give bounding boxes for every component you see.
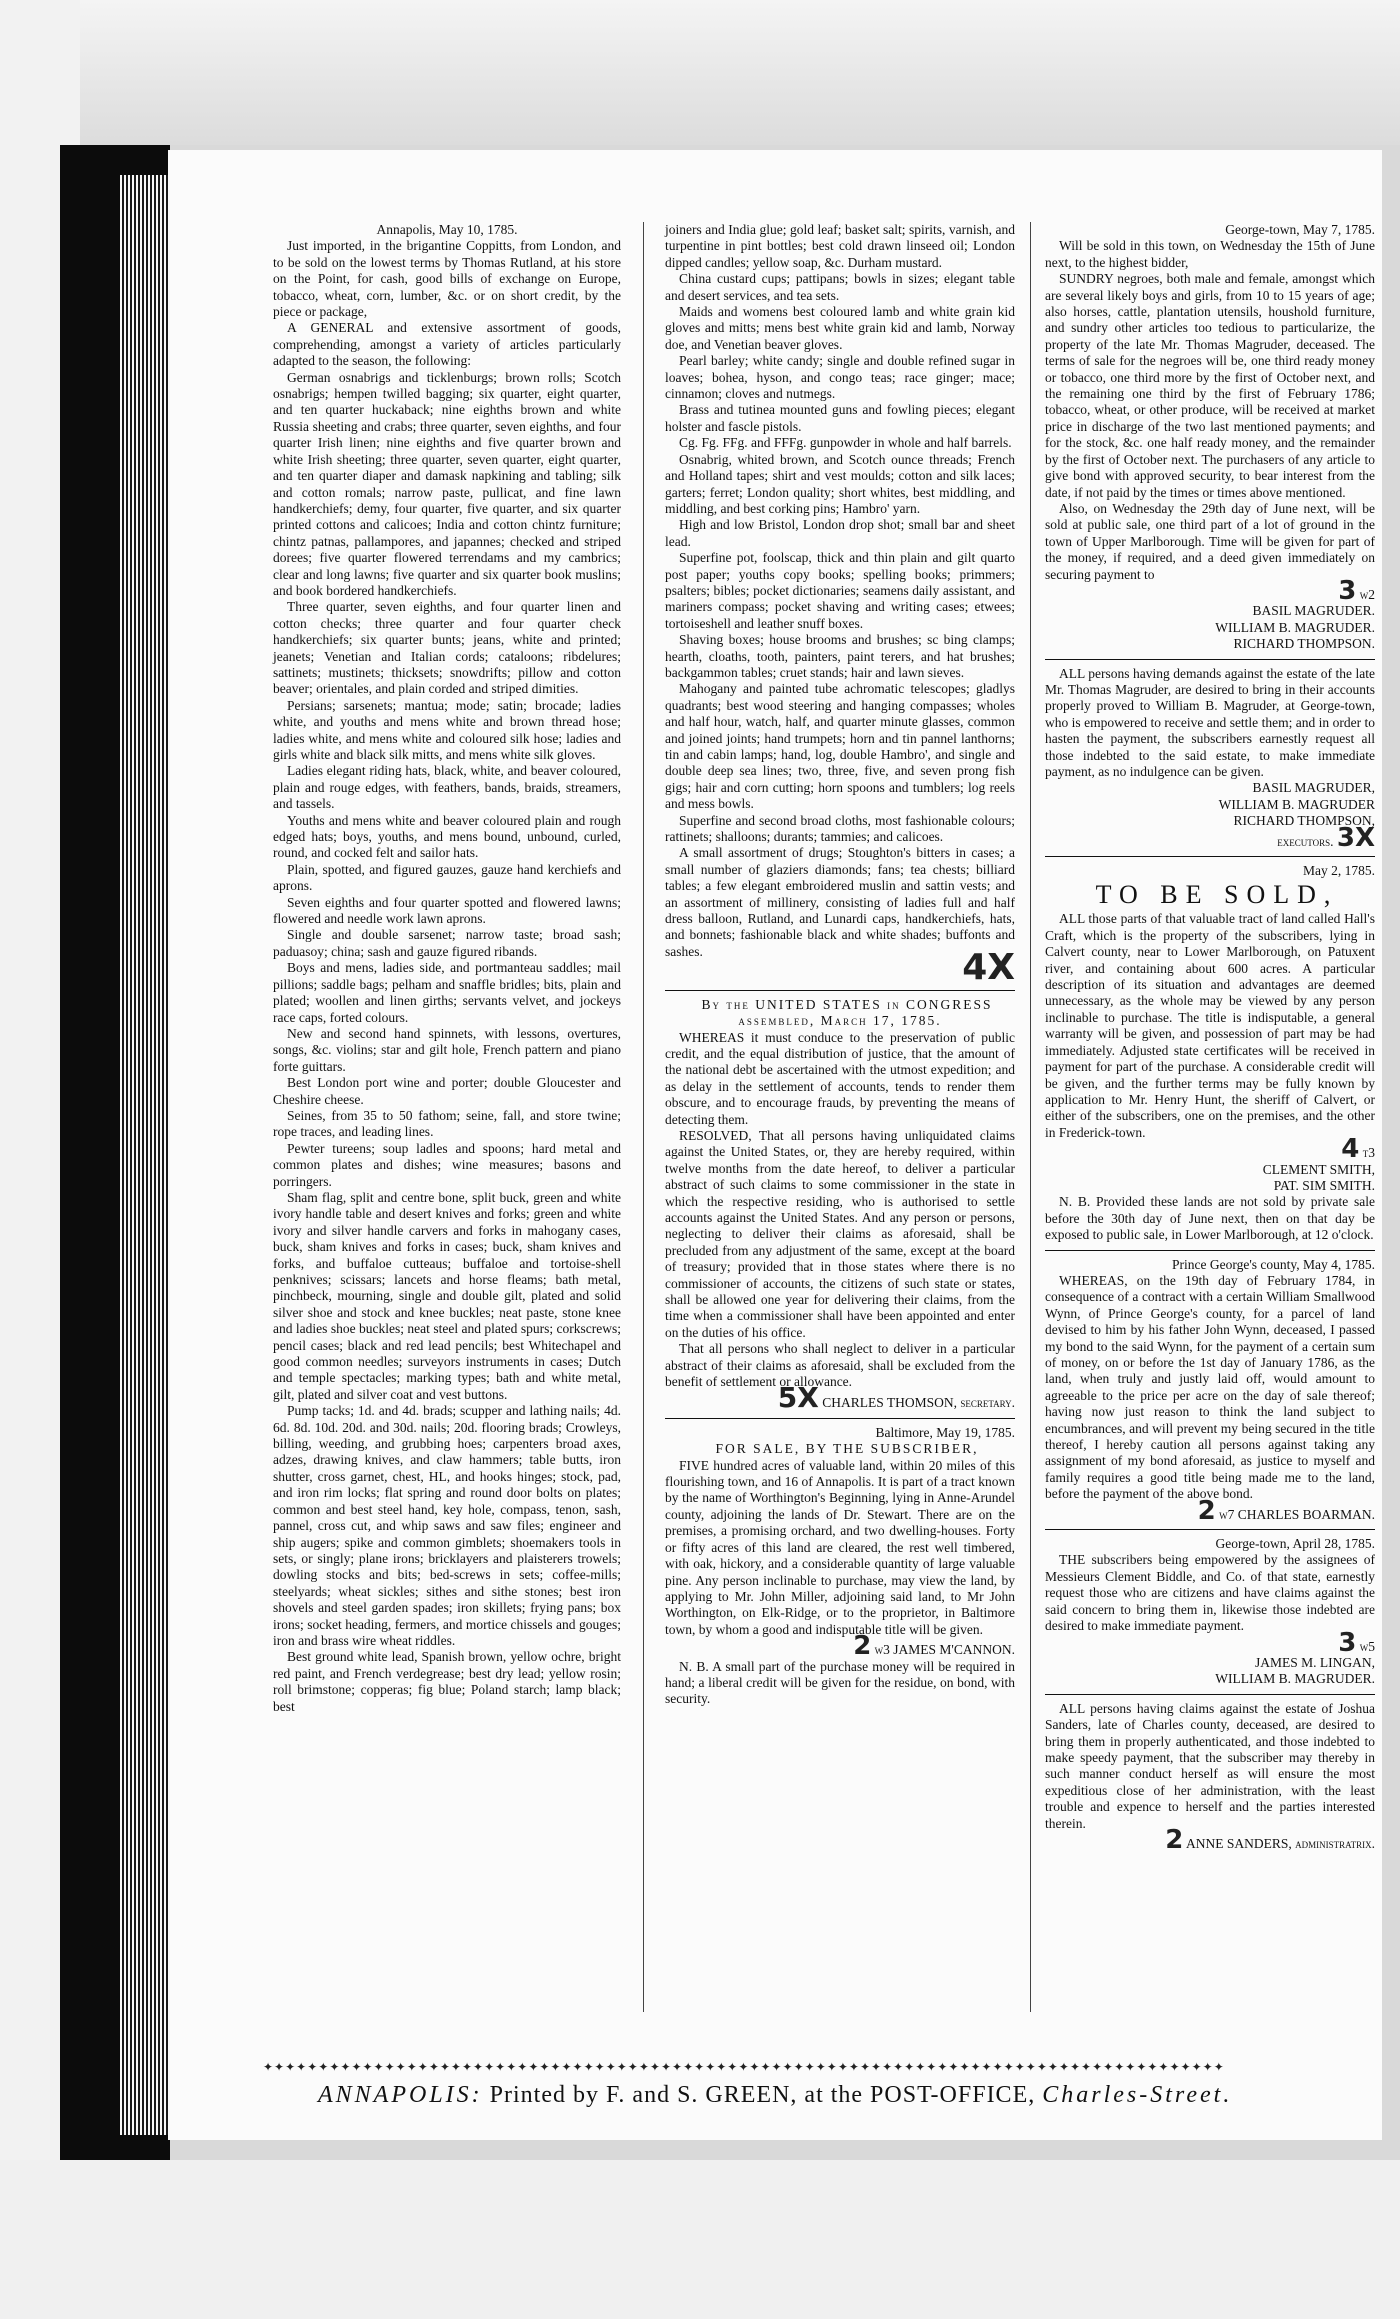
- handwritten-mark: 2: [1165, 1824, 1184, 1855]
- handwritten-mark: 3: [1338, 575, 1357, 606]
- goods-paragraph: joiners and India glue; gold leaf; basket salt; spirits, varnish, and turpentine in pint bottles; best cold drawn linseed oil; London dipped candles; yellow soap, &c. Durham mustard.: [665, 222, 1015, 270]
- dateline: Baltimore, May 19, 1785.: [875, 1424, 1015, 1440]
- signature: RICHARD THOMPSON.: [1233, 636, 1375, 652]
- goods-paragraph: Persians; sarsenets; mantua; mode; satin; brocade; ladies white, and youths and mens white and brown thread hose; ladies white, and mens white and coloured silk hose; ladies and girls white and black silk mitts, and mens white silk gloves.: [273, 697, 621, 762]
- signature-row: [1045, 822, 1375, 853]
- divider: [665, 1418, 1015, 1419]
- goods-paragraph: Boys and mens, ladies side, and portmanteau saddles; mail pillions; saddle bags; pelham and snaffle bridles; bits, plain and plated; woollen and linen girths; servants velvet, and jockeys race caps, forted colours.: [273, 960, 621, 1025]
- goods-paragraph: Superfine pot, foolscap, thick and thin plain and gilt quarto post paper; youths copy books; spelling books; primmers; psalters; bibles; pocket dictionaries; seamens daily assistant, and mariners compass; pocket shaving and writing cases; etwees; tortoiseshell and leather snuff boxes.: [665, 550, 1015, 631]
- handwritten-mark: 3X: [1336, 822, 1375, 853]
- signature-row: [1045, 575, 1375, 606]
- dateline: Annapolis, May 10, 1785.: [376, 222, 518, 237]
- imprint-printer: Printed by F. and S. GREEN, at the POST-OFFICE,: [489, 2082, 1036, 2108]
- goods-paragraph: China custard cups; pattipans; bowls in sizes; elegant table and desert services, and tea sets.: [665, 271, 1015, 303]
- goods-paragraph: Seines, from 35 to 50 fathom; seine, fall, and store twine; rope traces, and leading lines.: [273, 1107, 621, 1140]
- signature: BASIL MAGRUDER.: [1252, 603, 1375, 619]
- note-paragraph: N. B. Provided these lands are not sold by private sale before the 30th day of June next, then on that day be exposed to public sale, in Lower Marlborough, at 12 o'clock.: [1045, 1194, 1375, 1243]
- column-3: [1045, 222, 1375, 1855]
- signature-row: [1045, 1824, 1375, 1855]
- signature: WILLIAM B. MAGRUDER: [1218, 796, 1375, 812]
- handwritten-mark: 4: [1341, 1134, 1360, 1165]
- signature-row: [665, 1631, 1015, 1662]
- goods-paragraph: Cg. Fg. FFg. and FFFg. gunpowder in whole and half barrels.: [679, 435, 1012, 451]
- ornamental-border: ✦✦✦✦✦✦✦✦✦✦✦✦✦✦✦✦✦✦✦✦✦✦✦✦✦✦✦✦✦✦✦✦✦✦✦✦✦✦✦✦✦✦✦✦✦✦✦✦✦✦✦✦✦✦✦✦✦✦✦✦✦✦✦✦✦✦✦✦✦✦✦✦✦✦✦✦✦✦✦✦✦✦✦✦✦✦✦: [263, 2060, 1225, 2074]
- goods-paragraph: Best London port wine and porter; double Gloucester and Cheshire cheese.: [273, 1075, 621, 1107]
- goods-paragraph: Osnabrig, whited brown, and Scotch ounce threads; French and Holland tapes; shirt and vest moulds; cotton and silk laces; garters; ferret; London quality; short whites, best middling, and middling, and best corking pins; Hambro' yarn.: [665, 451, 1015, 516]
- goods-paragraph: New and second hand spinnets, with lessons, overtures, songs, &c. violins; star and gilt hole, French pattern and piano forte guittars.: [273, 1025, 621, 1074]
- sale-paragraph: Also, on Wednesday the 29th day of June next, will be sold at public sale, one third part of a lot of ground in the town of Upper Marlborough. Time will be given for part of the money, if required, and a deed given immediately on securing payment to: [1045, 500, 1375, 582]
- newspaper-page: [168, 150, 1382, 2140]
- notice-paragraph: WHEREAS, on the 19th day of February 1784, in consequence of a contract with a certain William Smallwood Wynn, of Prince George's county, for a parcel of land devised to him by his father John Wynn, deceased, I passed my bond to the said Wynn, for the payment of a certain sum of money, on or before the 1st day of January 1786, as the land, when truly and justly laid off, would amount to agreeable to the price per acre on the day of sale thereof; having now just reason to think the land subject to encumbrances, and will prevent my being secured in the title thereof, I hereby caution all persons against taking any assignment of my bond aforesaid, as justice to myself and family requires a good title being made me to the land, before the payment of the above bond.: [1045, 1272, 1375, 1502]
- column-2: [665, 222, 1015, 1708]
- divider: [1045, 1694, 1375, 1695]
- goods-paragraph: Mahogany and painted tube achromatic telescopes; gladlys quadrants; best wood steering and hanging compasses; wholes and half hour, watch, half, and quarter minute glasses, common and joined joints; hand trumpets; horn and tin pannel lanthorns; tin and cabin lamps; hand, log, double Hambro', and single and double deep sea lines; two, three, five, and seven prong fish gigs; hair and corn cutting; horn spoons and tumblers; log reels and mess bowls.: [665, 681, 1015, 812]
- goods-paragraph: Shaving boxes; house brooms and brushes; sc bing clamps; hearth, cloaths, tooth, painters, paint terers, and hat brushes; backgammon tables; cruet stands; hair and lawn sieves.: [665, 632, 1015, 680]
- page-edges: [120, 175, 170, 2135]
- signature-row: [1045, 1627, 1375, 1658]
- goods-paragraph: Brass and tutinea mounted guns and fowling pieces; elegant holster and fascle pistols.: [665, 402, 1015, 434]
- signature: CHARLES BOARMAN.: [1237, 1506, 1375, 1522]
- imprint-street: Charles-Street.: [1042, 2082, 1233, 2108]
- signature-row: [1045, 1134, 1375, 1165]
- signature: PAT. SIM SMITH.: [1273, 1177, 1375, 1193]
- sale-heading: TO BE SOLD,: [1095, 880, 1339, 910]
- notice-paragraph: THE subscribers being empowered by the assignees of Messieurs Clement Biddle, and Co. of that state, earnestly request those who are citizens and have claims against the said concern to bring them in, likewise those indebted are desired to make immediate payment.: [1045, 1552, 1375, 1634]
- handwritten-mark: 2: [853, 1631, 872, 1662]
- divider: [1045, 1250, 1375, 1251]
- goods-paragraph: Superfine and second broad cloths, most fashionable colours; rattinets; shalloons; durants; tammies; and calicoes.: [665, 812, 1015, 845]
- goods-paragraph: Three quarter, seven eighths, and four quarter linen and cotton checks; three quarter and four quarter check handkerchiefs; six quarter bunts; jeans, white and printed; jeanets; Venetian and Italian cords; cataloons; ribdelures; sattinets; mustinets; thicksets; snowdrifts; pillow and cotton beaver; orientales, and plain corded and striped dimities.: [273, 599, 621, 697]
- signature: BASIL MAGRUDER,: [1252, 780, 1375, 796]
- scan-background-top: [0, 0, 1400, 145]
- sale-paragraph: ALL those parts of that valuable tract of land called Hall's Craft, which is the property of the subscribers, lying in Calvert county, near to Lower Marlborough, on Patuxent river, and containing about 600 acres. A particular description of its situation and advantages are deemed unnecessary, as the whole may be viewed by any person inclinable to purchase. The title is indisputable, a general warranty will be given, and possession of part may be had immediately. Adjusted state certificates will be received in payment for part of the purchase. A considerable credit will be given, and the further terms may be fully known by application to Mr. Henry Hunt, the sheriff of Calvert, or either of the subscribers, one on the premises, and the other in Frederick-town.: [1045, 911, 1375, 1140]
- goods-paragraph: Sham flag, split and centre bone, split buck, green and white ivory handle table and desert knives and forks; green and white ivory and silver handle carvers and forks in mahogany cases, buck, sham knives and forks in cases; buck, sham knives and forks, and buffaloe cutteaus; buffaloe and tortoise-shell penknives; scissars; lancets and horse fleams; bath metal, pinchbeck, mourning, single and double gilt, plated and solid silver shoe and stock and knee buckles; neat paste, stone knee and ladies shoe buckles; neat steel and plated spurs; corkscrews; pencil cases; black and red lead pencils; best Whitechapel and good common needles; surveyors instruments in cases; Dutch and temple spectacles; marking types; bath and white metal, gilt, plated and silver coat and vest buttons.: [273, 1189, 621, 1402]
- congress-paragraph: WHEREAS it must conduce to the preservation of public credit, and the equal distribution of justice, that the amount of the national debt be ascertained with the utmost expedition; and as delay in the settlement of accounts, tends to render them obscure, and to encourage frauds, by preventing the means of detecting them.: [665, 1029, 1015, 1127]
- goods-paragraph: Ladies elegant riding hats, black, white, and beaver coloured, plain and rouge edges, with feathers, bands, braids, streamers, and tassels.: [273, 763, 621, 812]
- note-paragraph: N. B. A small part of the purchase money will be required in hand; a liberal credit will be given for the residue, on bond, with security.: [665, 1658, 1015, 1707]
- dateline: George-town, May 7, 1785.: [1225, 222, 1375, 237]
- signature-row: [665, 1381, 1015, 1415]
- column-1: [273, 222, 621, 1715]
- signature: CHARLES THOMSON, secretary.: [822, 1395, 1015, 1411]
- goods-paragraph: German osnabrigs and ticklenburgs; brown rolls; Scotch osnabrigs; hempen twilled bagging; six quarter, eight quarter, and ten quarter huckaback; nine eighths brown and white Russia sheeting and crabs; three quarter, seven eighths, and four quarter Irish linen; nine eighths and five quarter brown and white Irish sheeting; three quarter, seven quarter, eight quarter, and ten quarter diaper and damask napkining and tabling; silk and cotton romals; narrow paste, pullicat, and fine lawn handkerchiefs; demy, four quarter, five quarter, and six quarter printed cottons and calicoes; India and cotton chintz furniture; chintz patnas, pallampores, and japannes; checked and striped dorees; five quarter flowered terrendams and my cambrics; clear and long lawns; five quarter and six quarter book muslins; and book bordered handkerchiefs.: [273, 369, 621, 598]
- signature: WILLIAM B. MAGRUDER.: [1215, 619, 1375, 635]
- goods-paragraph: Best ground white lead, Spanish brown, yellow ochre, bright red paint, and French verdegrease; best dry lead; yellow rosin; roll brimstone; copperas; fig blue; Poland starch; lamp black; best: [273, 1649, 621, 1714]
- goods-paragraph: Pewter tureens; soup ladles and spoons; hard metal and common plates and dishes; wine measures; basons and porringers.: [273, 1140, 621, 1189]
- notice-paragraph: ALL persons having claims against the estate of Joshua Sanders, late of Charles county, deceased, are desired to bring them in properly authenticated, and those indebted to make speedy payment, that the subscriber may thereby in such manner conduct herself as will ensure the most expeditious close of her administration, with the least trouble and expence to herself and the parties interested therein.: [1045, 1700, 1375, 1831]
- handwritten-mark: 3: [1338, 1627, 1357, 1658]
- signature: CLEMENT SMITH,: [1262, 1161, 1375, 1177]
- signature: JAMES M'CANNON.: [893, 1642, 1015, 1658]
- dateline: May 2, 1785.: [1303, 863, 1375, 879]
- signature: JAMES M. LINGAN,: [1254, 1654, 1375, 1670]
- handwritten-mark: 4X: [962, 947, 1015, 989]
- insertion-code: w5: [1359, 1638, 1375, 1654]
- divider: [1045, 1529, 1375, 1530]
- signature: WILLIAM B. MAGRUDER.: [1215, 1671, 1375, 1687]
- divider: [1045, 856, 1375, 857]
- goods-paragraph: Pump tacks; 1d. and 4d. brads; scupper and lathing nails; 4d. 6d. 8d. 10d. 20d. and 30d. nails; 20d. flooring brads; Crowleys, billing, weeding, and grubbing hoes; carpenters broad axes, adzes, drawing knives, and claw hammers; table butts, iron shutter, cross garnet, chest, HL, and hooks hinges; stock, pad, and iron rim locks; flat spring and round door bolts on plates; common and best steel hand, key hole, compass, tenon, sash, pannel, cross cut, and whip saws and saw files; engineer and ship augers; spike and common gimblets; shoemakers tools in sets, or singly; plane irons; bricklayers and plaisterers trowels; dowling stocks and bits; bed-screws in sets; coffee-mills; steelyards; wheat sickles; sithes and sithe stones; best iron shovels and steel garden spades; iron skillets; frying pans; box irons; socket heading, fermers, and mortice chissels and gouges; iron and brass wire wheat riddles.: [273, 1403, 621, 1648]
- insertion-code: w7: [1219, 1506, 1235, 1522]
- sale-intro: Will be sold in this town, on Wednesday the 15th of June next, to the highest bidder,: [1045, 238, 1375, 270]
- sale-paragraph: SUNDRY negroes, both male and female, amongst which are several likely boys and girls, from 10 to 15 years of age; also horses, cattle, plantation utensils, houshold furniture, and sundry other articles too tedious to particularize, the property of the late Mr. Thomas Magruder, deceased. The terms of sale for the negroes will be, one third ready money or tobacco, one third more by the first of October next, and the remaining one third by the first of February 1786; tobacco, wheat, or other produce, will be received at market price in discharge of the two last mentioned payments; and for the stock, &c. one half ready money, and the remainder by the first of October next. The purchasers of any article to give bond with approved security, to bear interest from the date, if not paid by the times or times above mentioned.: [1045, 271, 1375, 500]
- dateline: Prince George's county, May 4, 1785.: [1171, 1256, 1375, 1272]
- goods-paragraph: Plain, spotted, and figured gauzes, gauze hand kerchiefs and aprons.: [273, 861, 621, 894]
- divider: [1045, 659, 1375, 660]
- advertisement-heading: A GENERAL and extensive assortment of goods, comprehending, amongst a variety of articles particularly adapted to the season, the following:: [273, 320, 621, 369]
- handwritten-mark-row: [665, 947, 1015, 989]
- advertisement-intro: Just imported, in the brigantine Coppitts, from London, and to be sold on the lowest terms by Thomas Rutland, at his store on the Point, for cash, good bills of exchange on Europe, tobacco, wheat, corn, lumber, &c. or on short credit, by the piece or package,: [273, 238, 621, 320]
- signature: RICHARD THOMPSON,: [1233, 813, 1375, 829]
- goods-paragraph: A small assortment of drugs; Stoughton's bitters in cases; a small number of glaziers diamonds; fans; tea chests; billiard tables; a few elegant embroidered muslin and sattin vests; and an assortment of millinery, consisting of ladies full and half dress balloon, Rutland, and Lunardi caps, handkerchiefs, hats, and bonnets; fashionable black and white shades; buffonts and sashes.: [665, 845, 1015, 959]
- insertion-code: w3: [874, 1642, 890, 1658]
- column-rule: [643, 222, 644, 2012]
- goods-paragraph: Pearl barley; white candy; single and double refined sugar in loaves; bohea, hyson, and congo teas; race ginger; mace; cinnamon; cloves and nutmegs.: [665, 353, 1015, 402]
- signature: ANNE SANDERS, administratrix.: [1185, 1835, 1375, 1851]
- goods-paragraph: Single and double sarsenet; narrow taste; broad sash; paduasoy; china; sash and gauze figured ribands.: [273, 927, 621, 959]
- goods-paragraph: Maids and womens best coloured lamb and white grain kid gloves and mitts; mens best white grain kid and lamb, Norway doe, and Venetian beaver gloves.: [665, 304, 1015, 352]
- congress-paragraph: RESOLVED, That all persons having unliquidated claims against the United States, or, they are hereby required, within twelve months from the date hereof, to deliver a particular abstract of such claims to some commissioner in the state in which the respective residing, who is authorised to settle accounts against the United States. And any person or persons, neglecting to deliver their claims as aforesaid, shall be precluded from any adjustment of the same, except at the board of treasury; provided that in those states where there is no commissioner of accounts, the citizens of such state or states, shall be allowed one year for delivering their claims, from the time when a commissioner shall have been appointed and enter on the duties of his office.: [665, 1127, 1015, 1340]
- goods-paragraph: Youths and mens white and beaver coloured plain and rough edged hats; boys, youths, and mens bound, unbound, curled, round, and cocked felt and sailor hats.: [273, 812, 621, 861]
- goods-paragraph: High and low Bristol, London drop shot; small bar and sheet lead.: [665, 517, 1015, 549]
- notice-paragraph: ALL persons having demands against the estate of the late Mr. Thomas Magruder, are desired to bring in their accounts properly proved to William B. Magruder, at George-town, who is empowered to receive and settle them; and in order to hasten the payment, the subscribers earnestly request all those indebted to the said estate, to make immediate payment, as no indulgence can be given.: [1045, 665, 1375, 779]
- sale-paragraph: FIVE hundred acres of valuable land, within 20 miles of this flourishing town, and 16 of Annapolis. It is part of a tract known by the name of Worthington's Beginning, lying in Anne-Arundel county, adjoining the lands of Dr. Stewart. There are on the premises, a promising orchard, and two dwelling-houses. Forty or fifty acres of this land are cleared, the rest well timbered, with oak, hickory, and a considerable quantity of large valuable pine. Any person inclinable to purchase, may view the land, by applying to Mr. John Miller, adjoining said land, to Mr John Worthington, on Elk-Ridge, or to the proprietor, in Baltimore town, by whom a good and indisputable title will be given.: [665, 1457, 1015, 1637]
- executors-label: executors.: [1277, 833, 1334, 849]
- insertion-code: w2: [1359, 586, 1375, 602]
- handwritten-mark: 5X: [777, 1381, 819, 1415]
- dateline: George-town, April 28, 1785.: [1215, 1536, 1375, 1552]
- congress-heading: By the UNITED STATES in CONGRESS assembled, March 17, 1785.: [701, 996, 993, 1029]
- scan-background-bottom: [0, 2160, 1400, 2319]
- imprint-line: [318, 2082, 1378, 2109]
- goods-paragraph: Seven eighths and four quarter spotted and flowered lawns; flowered and needle work lawn aprons.: [273, 894, 621, 927]
- insertion-code: t3: [1362, 1145, 1375, 1161]
- signature-row: [1045, 1495, 1375, 1526]
- divider: [665, 990, 1015, 991]
- column-rule: [1030, 222, 1031, 2012]
- imprint-city: ANNAPOLIS:: [318, 2082, 483, 2108]
- sale-heading: FOR SALE, BY THE SUBSCRIBER,: [715, 1441, 979, 1457]
- congress-paragraph: That all persons who shall neglect to deliver in a particular abstract of their claims as aforesaid, shall be excluded from the benefit of settlement or allowance.: [665, 1341, 1015, 1390]
- handwritten-mark: 2: [1197, 1495, 1216, 1526]
